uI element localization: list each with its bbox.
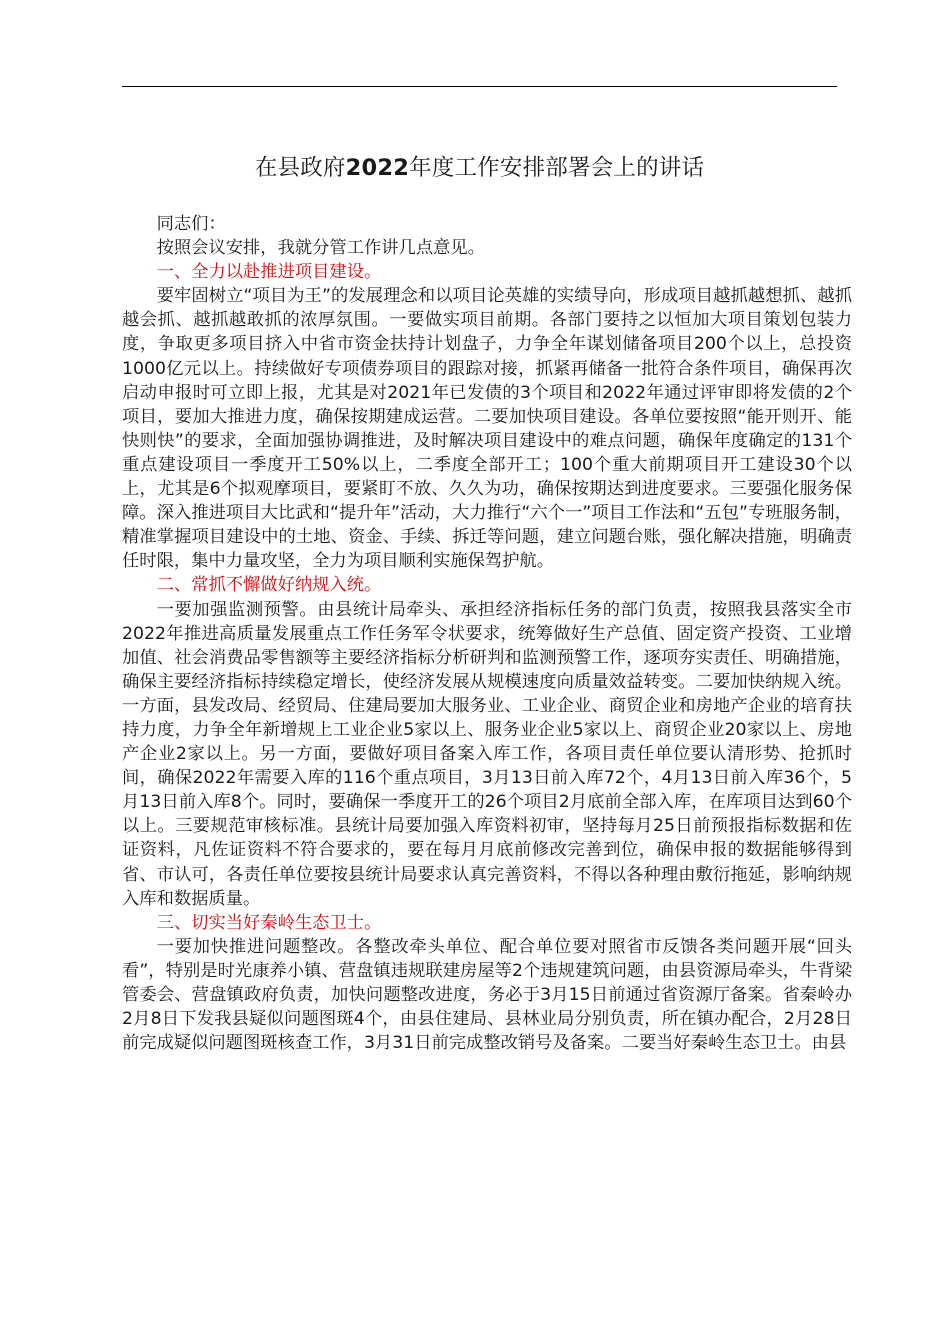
salutation: 同志们：: [156, 214, 226, 234]
title-year: 2022: [345, 155, 410, 181]
section-heading-3: 三、切实当好秦岭生态卫士。: [156, 912, 382, 933]
document-title: [122, 150, 837, 186]
title-prefix: 在县政府: [254, 155, 346, 181]
section-heading-1: 一、全力以赴推进项目建设。: [156, 262, 382, 283]
document-body: [122, 212, 852, 1055]
title-suffix: 年度工作安排部署会上的讲话: [409, 155, 705, 181]
header-rule: [122, 86, 837, 87]
section-heading-2: 二、常抓不懈做好纳规入统。: [156, 575, 382, 596]
section-3-paragraph: 一要加快推进问题整改。各整改牵头单位、配合单位要对照省市反馈各类问题开展“回头看”，特别是时光康养小镇、营盘镇违规联建房屋等2个违规建筑问题，由县资源局牵头，牛背梁管委会、营盘镇政府负责，加快问题整改进度，务必于3月15日前通过省资源厅备案。省秦岭办2月8日下发我县疑似问题图斑4个，由县住建局、县林业局分别负责，所在镇办配合，2月28日前完成疑似问题图斑核查工作，3月31日前完成整改销号及备案。二要当好秦岭生态卫士。由县: [122, 936, 852, 1054]
section-2-paragraph: 一要加强监测预警。由县统计局牵头、承担经济指标任务的部门负责，按照我县落实全市2022年推进高质量发展重点工作任务军令状要求，统筹做好生产总值、固定资产投资、工业增加值、社会消费品零售额等主要经济指标分析研判和监测预警工作，逐项夯实责任、明确措施，确保主要经济指标持续稳定增长，使经济发展从规模速度向质量效益转变。二要加快纳规入统。一方面，县发改局、经贸局、住建局要加大服务业、工业企业、商贸企业和房地产企业的培育扶持力度，力争全年新增规上工业企业5家以上、服务业企业5家以上、商贸企业20家以上、房地产企业2家以上。另一方面，要做好项目备案入库工作，各项目责任单位要认清形势、抢抓时间，确保2022年需要入库的116个重点项目，3月13日前入库72个，4月13日前入库36个，5月13日前入库8个。同时，要确保一季度开工的26个项目2月底前全部入库，在库项目达到60个以上。三要规范审核标准。县统计局要加强入库资料初审，坚持每月25日前预报指标数据和佐证资料，凡佐证资料不符合要求的，要在每月月底前修改完善到位，确保申报的数据能够得到省、市认可，各责任单位要按县统计局要求认真完善资料，不得以各种理由敷衍拖延，影响纳规入库和数据质量。: [122, 599, 852, 909]
intro-paragraph: 按照会议安排，我就分管工作讲几点意见。: [156, 238, 485, 259]
section-1-paragraph: 要牢固树立“项目为王”的发展理念和以项目论英雄的实绩导向，形成项目越抓越想抓、越抓越会抓、越抓越敢抓的浓厚氛围。一要做实项目前期。各部门要持之以恒加大项目策划包装力度，争取更多项目挤入中省市资金扶持计划盘子，力争全年谋划储备项目200个以上，总投资1000亿元以上。持续做好专项债券项目的跟踪对接，抓紧再储备一批符合条件项目，确保再次启动申报时可立即上报，尤其是对2021年已发债的3个项目和2022年通过评审即将发债的2个项目，要加大推进力度，确保按期建成运营。二要加快项目建设。各单位要按照“能开则开、能快则快”的要求，全面加强协调推进，及时解决项目建设中的难点问题，确保年度确定的131个重点建设项目一季度开工50%以上，二季度全部开工；100个重大前期项目开工建设30个以上，尤其是6个拟观摩项目，要紧盯不放、久久为功，确保按期达到进度要求。三要强化服务保障。深入推进项目大比武和“提升年”活动，大力推行“六个一”项目工作法和“五包”专班服务制，精准掌握项目建设中的土地、资金、手续、拆迁等问题，建立问题台账，强化解决措施，明确责任时限，集中力量攻坚，全力为项目顺利实施保驾护航。: [122, 286, 852, 572]
